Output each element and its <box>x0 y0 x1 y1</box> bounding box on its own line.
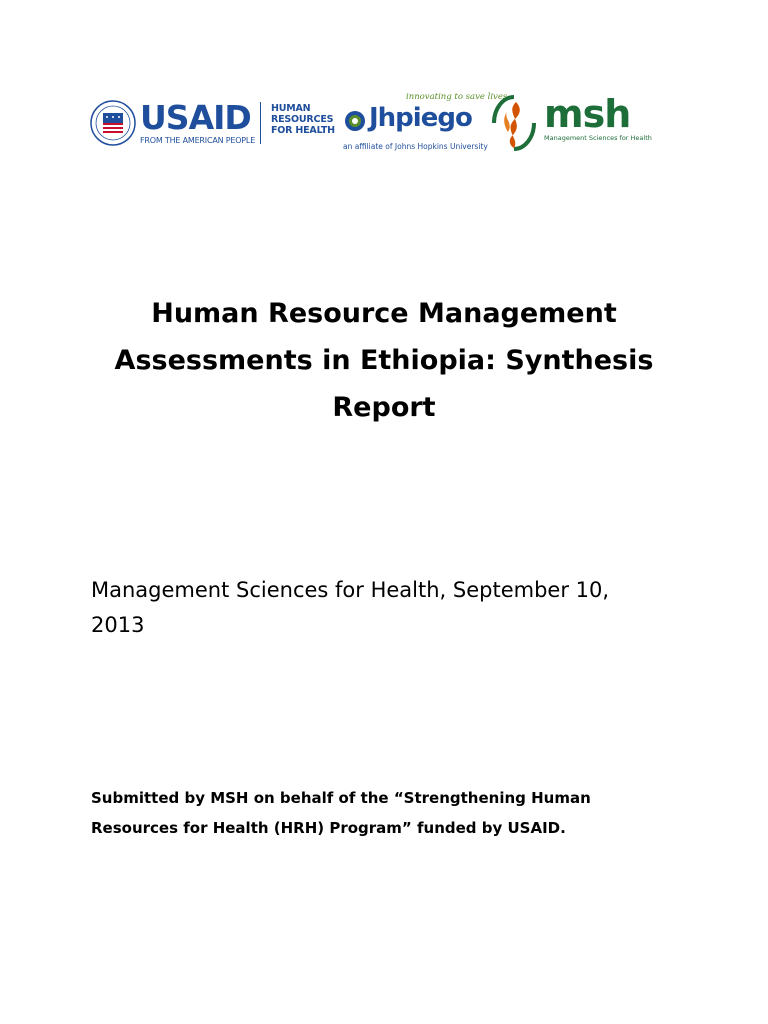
submission-statement <box>91 783 691 843</box>
org-date-line: Management Sciences for Health, September 10, <box>91 578 610 602</box>
msh-subtitle: Management Sciences for Health <box>544 134 652 142</box>
jhpiego-wordmark: Jhpiego <box>369 103 472 133</box>
organization-date <box>91 573 691 643</box>
usaid-seal-icon <box>90 100 136 146</box>
hrh-logo <box>271 103 351 136</box>
usaid-wordmark: USAID <box>140 98 251 137</box>
title-line: Assessments in Ethiopia: Synthesis <box>114 345 654 376</box>
title-line: Human Resource Management <box>151 298 617 329</box>
org-date-line: 2013 <box>91 613 145 637</box>
msh-logo <box>486 90 656 156</box>
partner-logo-bar <box>90 88 650 158</box>
usaid-tagline: FROM THE AMERICAN PEOPLE <box>140 136 256 145</box>
jhpiego-tagline: innovating to save lives <box>406 92 508 102</box>
jhpiego-globe-icon <box>344 110 366 132</box>
usaid-logo <box>90 94 255 152</box>
submitted-line: Submitted by MSH on behalf of the “Strengthening Human <box>91 789 591 807</box>
logo-divider <box>260 102 261 144</box>
title-line: Report <box>332 392 436 423</box>
msh-wordmark: msh <box>544 92 631 136</box>
submitted-line: Resources for Health (HRH) Program” funded by USAID. <box>91 819 566 837</box>
document-title <box>84 290 684 431</box>
jhpiego-logo <box>342 88 508 158</box>
msh-flame-icon <box>486 92 542 154</box>
jhpiego-affiliation: an affiliate of Johns Hopkins University <box>343 142 488 151</box>
hrh-line: FOR HEALTH <box>271 125 335 136</box>
hrh-line: HUMAN <box>271 103 311 114</box>
hrh-line: RESOURCES <box>271 114 334 125</box>
